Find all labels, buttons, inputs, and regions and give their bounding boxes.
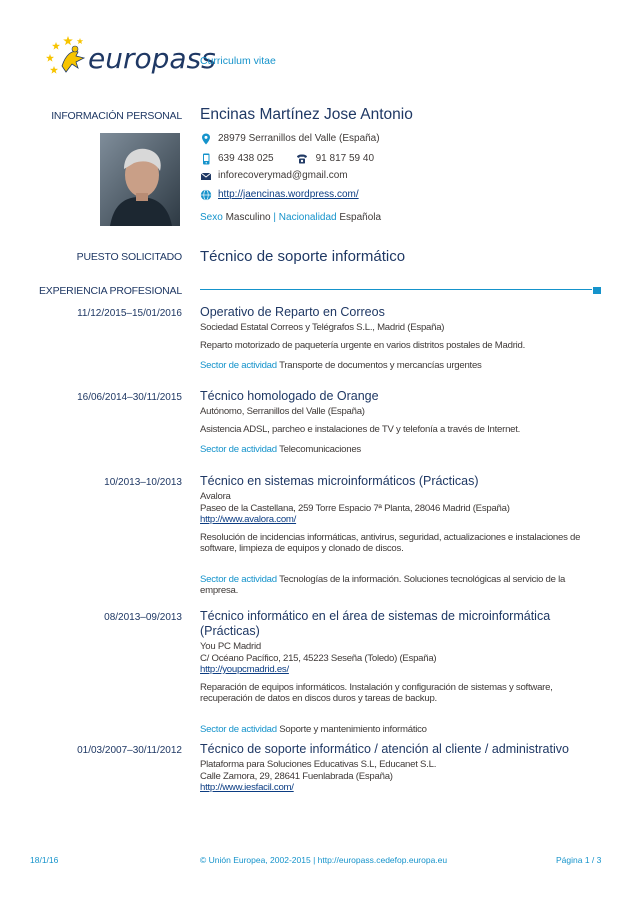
nationality-value: Española (339, 212, 382, 223)
globe-icon (200, 189, 212, 201)
entry-sector (200, 360, 605, 372)
entry-dates: 10/2013–10/2013 (104, 477, 182, 488)
website-link[interactable]: http://jaencinas.wordpress.com/ (218, 189, 359, 200)
entry-dates: 01/03/2007–30/11/2012 (77, 745, 182, 756)
entry-title: Técnico en sistemas microinformáticos (Prácticas) (200, 474, 479, 488)
entry-description: Resolución de incidencias informáticas, antivirus, seguridad, actualizaciones e instalaciones de software, limpieza de equipos y clonado de discos. (200, 531, 581, 554)
entry-address: C/ Océano Pacífico, 215, 45223 Seseña (Toledo) (España) (200, 652, 437, 664)
entry-url[interactable]: http://www.avalora.com/ (200, 514, 297, 525)
entry-url[interactable]: http://youpcmadrid.es/ (200, 664, 289, 675)
entry-employer: You PC Madrid (200, 641, 261, 652)
entry-dates: 08/2013–09/2013 (104, 612, 182, 623)
profile-photo (100, 133, 180, 226)
landline-phone-text: 91 817 59 40 (315, 153, 375, 164)
entry-employer: Avalora (200, 491, 231, 502)
entry-title: Técnico homologado de Orange (200, 389, 379, 403)
section-label-experience: EXPERIENCIA PROFESIONAL (38, 285, 182, 297)
section-divider-marker (593, 287, 601, 294)
document-title: Curriculum vitae (200, 55, 276, 67)
entry-employer: Plataforma para Soluciones Educativas S.L, Educanet S.L. (200, 759, 437, 770)
sex-value: Masculino (225, 212, 271, 223)
section-label-personal: INFORMACIÓN PERSONAL (51, 110, 182, 122)
entry-address: Calle Zamora, 29, 28641 Fuenlabrada (España) (200, 770, 393, 782)
candidate-name: Encinas Martínez Jose Antonio (200, 106, 413, 123)
email-row (200, 168, 348, 184)
entry-dates: 16/06/2014–30/11/2015 (77, 392, 182, 403)
entry-address: Paseo de la Castellana, 259 Torre Espacio 7ª Planta, 28046 Madrid (España) (200, 502, 510, 514)
sector-label: Sector de actividad (200, 444, 277, 455)
sector-label: Sector de actividad (200, 723, 277, 735)
entry-dates: 11/12/2015–15/01/2016 (77, 308, 182, 319)
sector-value: Telecomunicaciones (279, 444, 361, 455)
experience-entry (200, 305, 605, 372)
entry-title: Técnico de soporte informático / atención al cliente / administrativo (200, 742, 569, 756)
footer-page-number: Página 1 / 3 (556, 855, 602, 865)
entry-employer: Sociedad Estatal Correos y Telégrafos S.L., Madrid (España) (200, 322, 445, 333)
sector-label: Sector de actividad (200, 360, 277, 371)
experience-entry (200, 742, 605, 794)
europass-logo (42, 32, 216, 80)
experience-entry (200, 474, 605, 597)
telephone-icon (296, 153, 308, 165)
meta-separator: | (273, 212, 276, 223)
logo-text: europass (88, 42, 216, 75)
entry-description: Asistencia ADSL, parcheo e instalaciones de TV y telefonía a través de Internet. (200, 423, 521, 435)
entry-sector (200, 574, 605, 597)
experience-entry (200, 609, 605, 735)
email-text[interactable]: inforecoverymad@gmail.com (218, 170, 348, 181)
footer-copyright[interactable]: © Unión Europea, 2002-2015 | http://europass.cedefop.europa.eu (200, 855, 448, 865)
section-label-position: PUESTO SOLICITADO (76, 251, 182, 263)
email-icon (200, 170, 212, 182)
sex-label: Sexo (200, 212, 223, 223)
section-divider (200, 289, 592, 290)
mobile-phone-text: 639 438 025 (218, 153, 274, 164)
entry-url[interactable]: http://www.iesfacil.com/ (200, 782, 294, 793)
phone-row (200, 151, 374, 167)
experience-entry (200, 389, 605, 456)
entry-employer: Autónomo, Serranillos del Valle (España) (200, 406, 365, 417)
entry-description: Reparto motorizado de paquetería urgente en varios distritos postales de Madrid. (200, 339, 526, 351)
landline-group (296, 151, 374, 167)
sector-label: Sector de actividad (200, 573, 277, 585)
address-text: 28979 Serranillos del Valle (España) (218, 133, 380, 144)
entry-sector (200, 724, 605, 736)
personal-meta (200, 212, 381, 223)
entry-title: Operativo de Reparto en Correos (200, 305, 385, 319)
sector-value: Tecnologías de la información. Soluciones tecnológicas al servicio de la empresa. (200, 573, 566, 596)
address-row (200, 131, 380, 147)
mobile-phone-icon (200, 153, 212, 165)
position-title: Técnico de soporte informático (200, 248, 406, 265)
nationality-label: Nacionalidad (278, 212, 337, 223)
sector-value: Soporte y mantenimiento informático (279, 723, 427, 735)
sector-value: Transporte de documentos y mercancías urgentes (279, 360, 482, 371)
footer-date: 18/1/16 (30, 855, 59, 865)
location-icon (200, 133, 212, 145)
entry-title: Técnico informático en el área de sistemas de microinformática (Prácticas) (200, 609, 551, 638)
entry-sector (200, 444, 605, 456)
entry-description: Reparación de equipos informáticos. Instalación y configuración de sistemas y software, recuperación de datos en discos duros y tareas de backup. (200, 681, 553, 704)
website-row (200, 187, 359, 203)
